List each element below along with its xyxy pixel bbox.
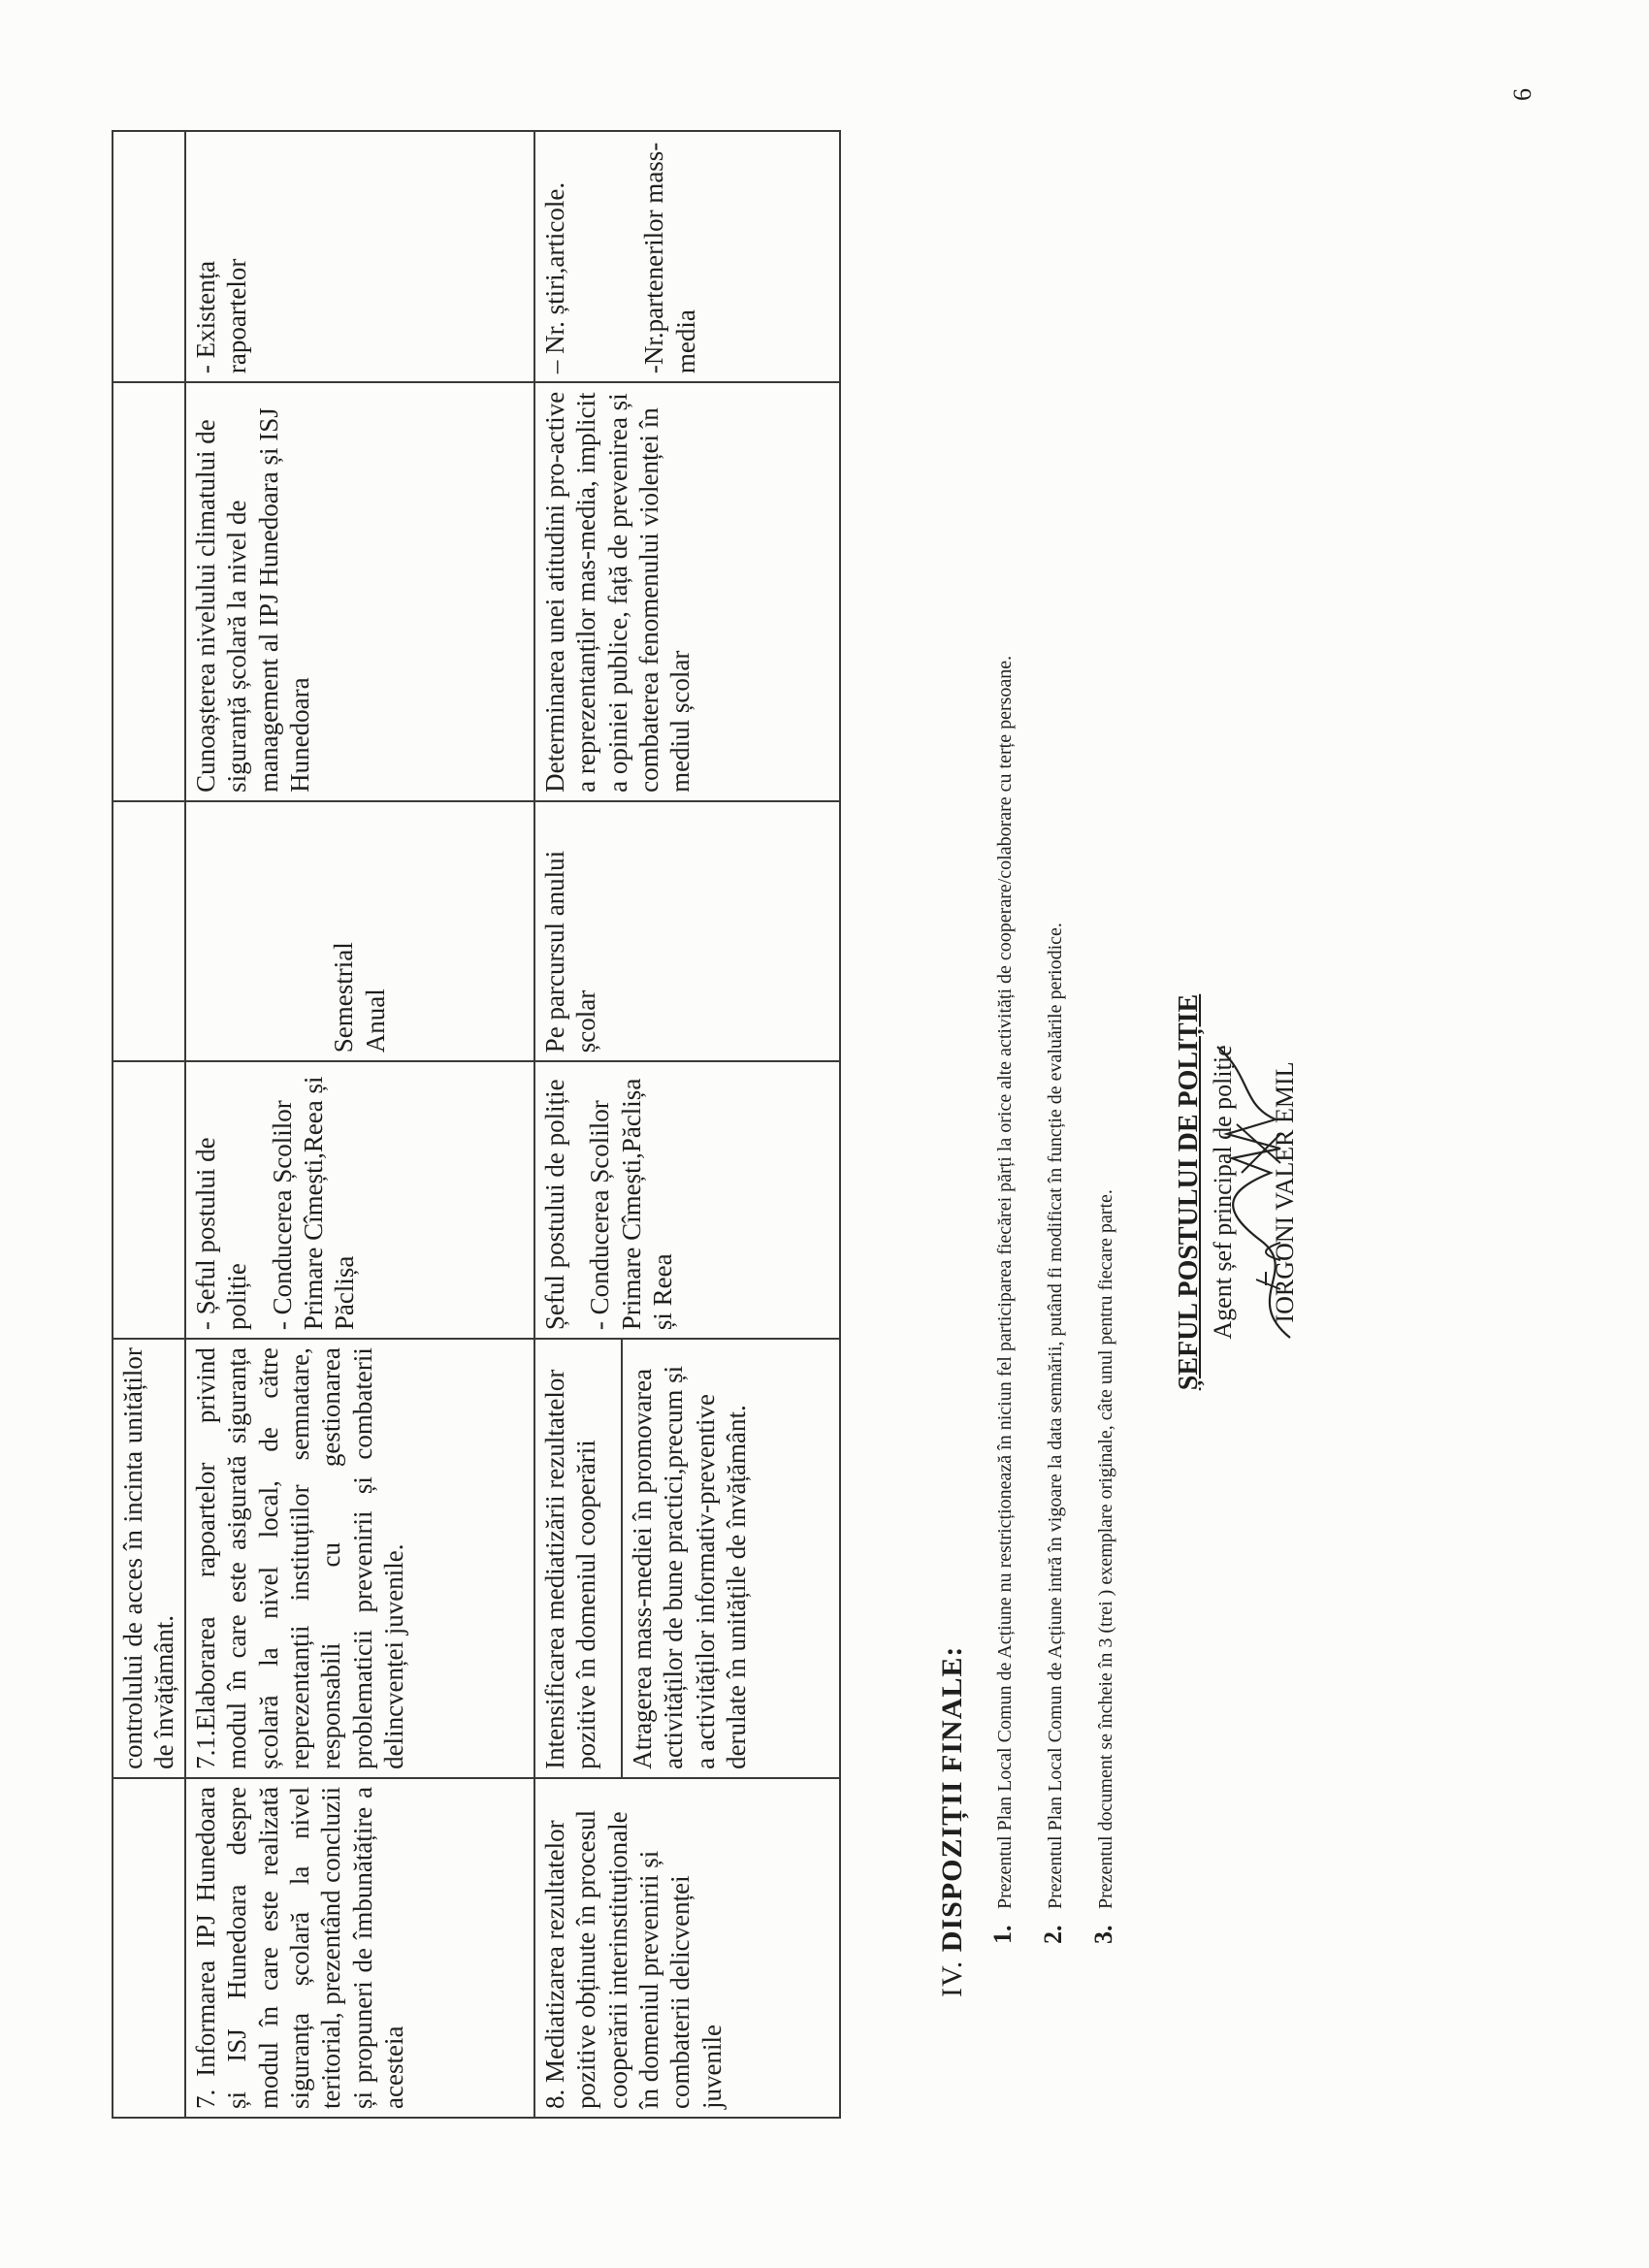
cell-activity-8-2: Atragerea mass-mediei în promovarea activităților de bune practici,precum și a activităților informativ-preventive derulate în unitățile de învățământ. xyxy=(622,1339,840,1778)
rotated-page-content xyxy=(58,38,1591,2230)
cell-objective-empty xyxy=(113,1778,185,2118)
signatory-rank: Agent șef principal de poliție xyxy=(1209,1045,1237,1340)
action-plan-table xyxy=(112,130,841,2119)
page-number: 6 xyxy=(1508,88,1536,101)
responsible-8-schools: - Conducerea Școlilor Primare Cîmești,Păclișa și Reea xyxy=(585,1078,677,1331)
handwritten-signature xyxy=(1203,1027,1310,1357)
section-heading xyxy=(936,154,969,1997)
indicator-8-news: – Nr. știri,articole. xyxy=(539,181,569,374)
table-row-continuation xyxy=(113,131,185,2118)
signatory-name: IORGONI VALER EMIL xyxy=(1271,1061,1299,1323)
cell-responsible-8 xyxy=(534,1061,840,1339)
cell-result-empty xyxy=(113,382,185,801)
list-item xyxy=(1039,154,1068,1944)
cell-objective-8: 8. Mediatizarea rezultatelor pozitive obținute în procesul cooperării interinstituționale în domeniul prevenirii și combaterii delicvenței juvenile xyxy=(534,1778,840,2118)
cell-activity-7: 7.1.Elaborarea rapoartelor privind modul în care este asigurată siguranța școlară la nivel local, de către reprezentanții instituțiilor semnatare, responsabili cu gestionarea problematicii prevenirii și combaterii delincvenței juvenile. xyxy=(185,1339,534,1778)
cell-responsible-7 xyxy=(185,1061,534,1339)
signatory-role: ȘEFUL POSTULUI DE POLIȚIE xyxy=(1174,993,1204,1391)
cell-activity-continuation: controlului de acces în incinta unităților de învățământ. xyxy=(113,1339,185,1778)
table-row-7 xyxy=(185,131,534,2118)
indicator-8-partners: -Nr.partenerilor mass-media xyxy=(639,142,700,374)
responsible-8-police: Șeful postului de poliție xyxy=(539,1079,569,1331)
term-7-anual: Anual xyxy=(360,988,390,1053)
cell-indicator-7: - Existența rapoartelor xyxy=(185,131,534,382)
cell-result-7: Cunoașterea nivelului climatului de siguranță școlară la nivel de management al IPJ Hunedoara și ISJ Hunedoara xyxy=(185,382,534,801)
cell-objective-7: 7. Informarea IPJ Hunedoara și ISJ Hunedoara despre modul în care este realizată siguranța școlară la nivel teritorial, prezentând concluzii și propuneri de îmbunătățire a acesteia xyxy=(185,1778,534,2118)
cell-indicator-8 xyxy=(534,131,840,382)
table-row-8a xyxy=(534,131,622,2118)
responsible-7-schools: - Conducerea Școlilor Primare Cîmești,Reea și Păclișa xyxy=(267,1076,360,1331)
section-title: DISPOZIȚII FINALE: xyxy=(936,1645,968,1953)
term-7-semestrial: Semestrial xyxy=(329,942,359,1053)
cell-activity-8-1: Intensificarea mediatizării rezultatelor pozitive în domeniul cooperării xyxy=(534,1339,622,1778)
cell-result-8: Determinarea unei atitudini pro-active a reprezentanților mas-media, implicit a opiniei publice, față de prevenirea și combaterea fenomenului violenței în mediul școlar xyxy=(534,382,840,801)
cell-term-7 xyxy=(185,801,534,1061)
cell-term-8: Pe parcursul anului școlar xyxy=(534,801,840,1061)
clause-number: 3. xyxy=(1089,1925,1117,1944)
clause-number: 2. xyxy=(1039,1925,1067,1944)
section-roman-numeral: IV. xyxy=(936,1960,968,1997)
clause-number: 1. xyxy=(988,1925,1017,1944)
list-item xyxy=(1089,154,1118,1944)
responsible-7-police: - Șeful postului de poliție xyxy=(190,1137,252,1331)
clause-text: Prezentul Plan Local Comun de Acțiune nu restricționează în niciun fel participarea fiecărei părți la orice alte activități de cooperare/colaborare cu terțe persoane. xyxy=(994,655,1016,1909)
clause-text: Prezentul document se încheie în 3 (trei ) exemplare originale, câte unul pentru fiecare parte. xyxy=(1095,1189,1116,1909)
list-item xyxy=(988,154,1018,1944)
cell-term-empty xyxy=(113,801,185,1061)
clause-text: Prezentul Plan Local Comun de Acțiune intră în vigoare la data semnării, putând fi modificat în funcție de evaluările periodice. xyxy=(1045,923,1066,1909)
cell-indicator-empty xyxy=(113,131,185,382)
signature-block xyxy=(1174,988,1300,1396)
cell-responsible-empty xyxy=(113,1061,185,1339)
clauses-list xyxy=(988,154,1118,1944)
final-provisions-section xyxy=(936,154,1140,1997)
